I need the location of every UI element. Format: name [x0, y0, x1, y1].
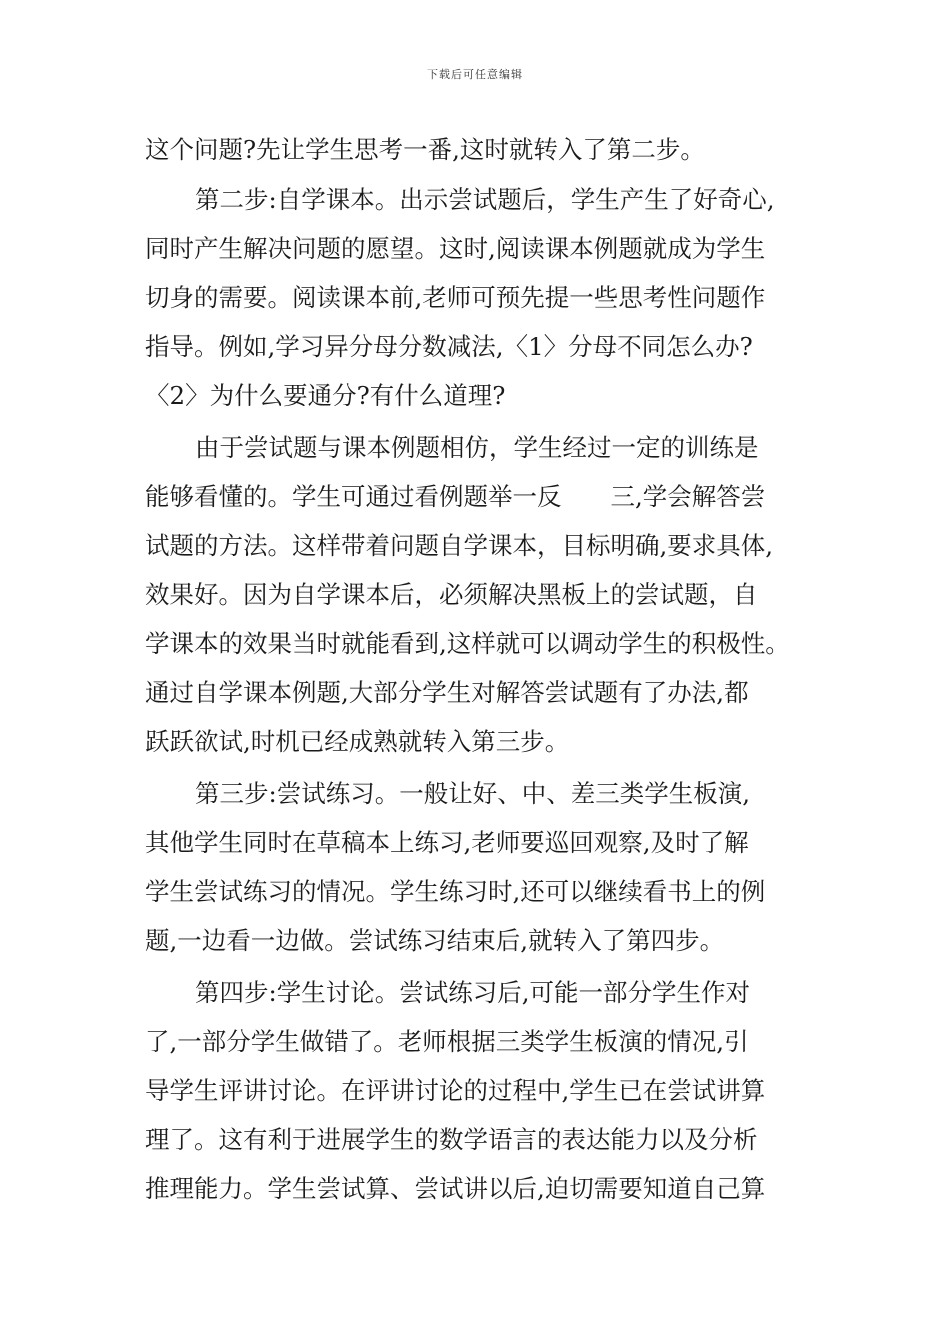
text-line: 由于尝试题与课本例题相仿，学生经过一定的训练是	[195, 433, 759, 462]
text-line: 学生尝试练习的情况。学生练习时,还可以继续看书上的例	[145, 877, 766, 906]
text-line: 效果好。因为自学课本后，必须解决黑板上的尝试题，自	[145, 580, 758, 609]
text-line: 第三步:尝试练习。一般让好、中、差三类学生板演,	[195, 779, 751, 808]
text-line: 通过自学课本例题,大部分学生对解答尝试题有了办法,都	[145, 678, 749, 707]
text-line: 了,一部分学生做错了。老师根据三类学生板演的情况,引	[145, 1027, 749, 1056]
text-line: 能够看懂的。学生可通过看例题举一反 三,学会解答尝	[145, 482, 766, 511]
text-line: 同时产生解决问题的愿望。这时,阅读课本例题就成为学生	[145, 234, 766, 263]
text-line: 指导。例如,学习异分母分数减法,〈1〉分母不同怎么办?	[145, 332, 753, 361]
text-line: 切身的需要。阅读课本前,老师可预先提一些思考性问题作	[145, 283, 766, 312]
text-line: 这个问题?先让学生思考一番,这时就转入了第二步。	[145, 135, 705, 164]
text-line: 第二步:自学课本。出示尝试题后，学生产生了好奇心,	[195, 185, 775, 214]
text-line: 跃跃欲试,时机已经成熟就转入第三步。	[145, 727, 570, 756]
text-line: 〈2〉为什么要通分?有什么道理?	[145, 381, 506, 410]
text-line: 其他学生同时在草稿本上练习,老师要巡回观察,及时了解	[145, 828, 749, 857]
text-line: 推理能力。学生尝试算、尝试讲以后,迫切需要知道自己算	[145, 1174, 766, 1203]
text-line: 第四步:学生讨论。尝试练习后,可能一部分学生作对	[195, 978, 751, 1007]
text-line: 试题的方法。这样带着问题自学课本，目标明确,要求具体,	[145, 531, 774, 560]
text-line: 理了。这有利于进展学生的数学语言的表达能力以及分析	[145, 1125, 758, 1154]
text-line: 学课本的效果当时就能看到,这样就可以调动学生的积极性。	[145, 629, 790, 658]
text-line: 题,一边看一边做。尝试练习结束后,就转入了第四步。	[145, 926, 725, 955]
text-line: 导学生评讲讨论。在评讲讨论的过程中,学生已在尝试讲算	[145, 1076, 766, 1105]
page-header: 下载后可任意编辑	[427, 68, 523, 81]
